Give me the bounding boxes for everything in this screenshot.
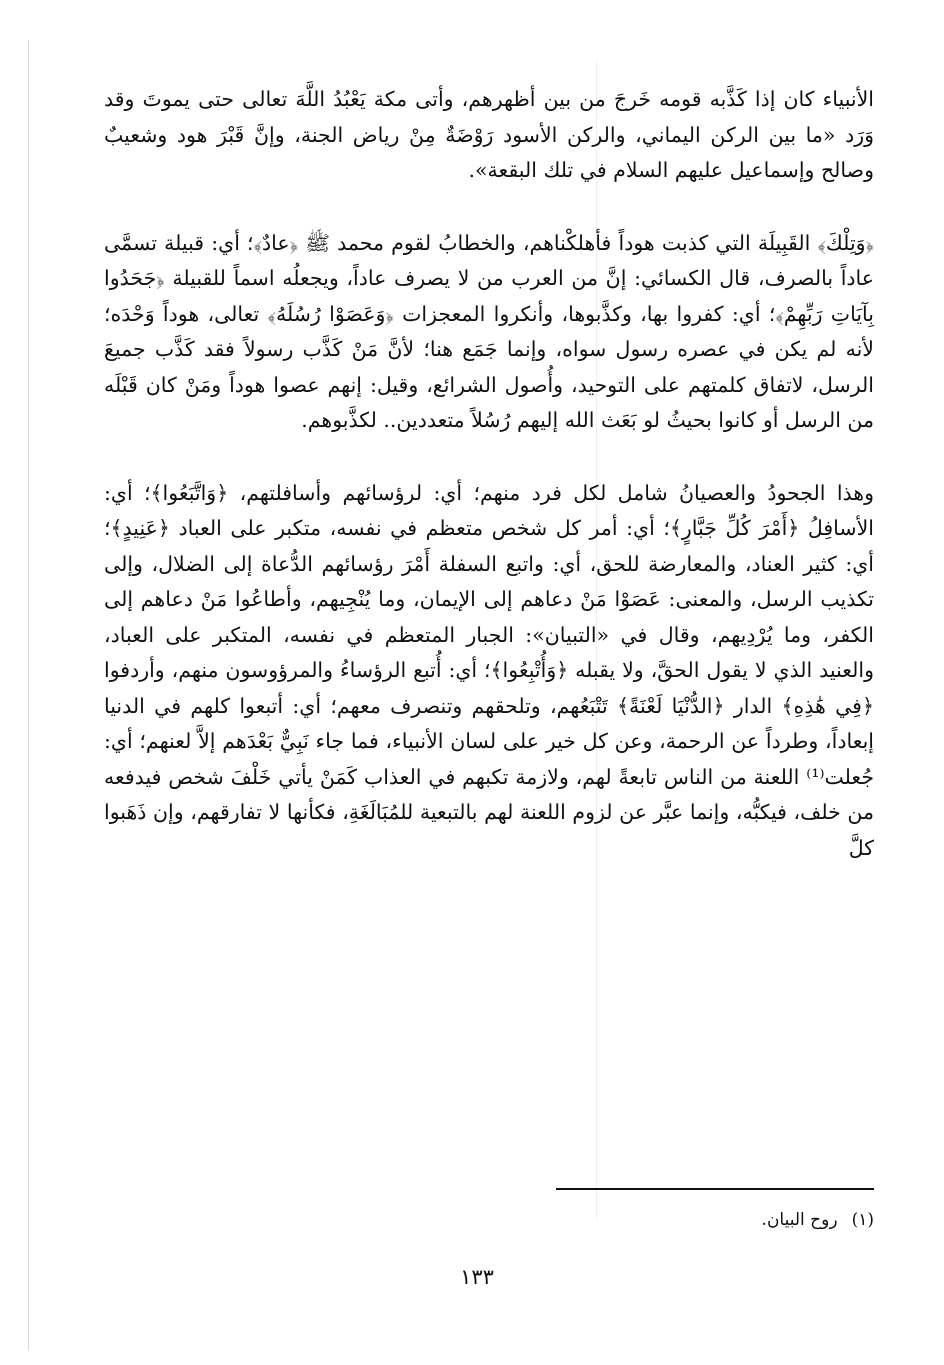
page-number: ١٣٣ — [460, 1265, 494, 1289]
footnote — [500, 1206, 874, 1234]
paragraph-2: ﴿وَتِلْكَ﴾ القَبِيلَة التي كذبت هوداً فأهلكْناهم، والخطابُ لقوم محمد ﷺ ﴿عادٌ﴾؛ أي: قبيلة تسمَّى عاداً بالصرف، قال الكسائي: إنَّ من العرب من لا يصرف عاداً، ويجعلُه اسماً للقبيلة ﴿جَحَدُوا بِآيَاتِ رَبِّهِمْ﴾؛ أي: كفروا بها، وكذَّبوها، وأنكروا المعجزات ﴿وَعَصَوْا رُسُلَهُ﴾ تعالى، هوداً وَحْدَه؛ لأنه لم يكن في عصره رسول سواه، وإنما جَمَع هنا؛ لأنَّ مَنْ كَذَّب رسولاً فقد كَذَّب جميعَ الرسل، لاتفاق كلمتهم على التوحيد، وأُصول الشرائع، وقيل: إنهم عصوا هوداً ومَنْ كان قَبْلَه من الرسل أو كانوا بحيثُ لو بَعَث الله إليهم رُسُلاً متعددين.. لكذَّبوهم. — [104, 230, 874, 432]
footnote-separator — [556, 1188, 874, 1190]
paragraph-3: وهذا الجحودُ والعصيانُ شامل لكل فرد منهم؛ أي: لرؤسائهم وأسافلتهم، ﴿وَاتَّبَعُوا﴾؛ أي: الأسافِلُ ﴿أَمْرَ كُلِّ جَبَّارٍ﴾؛ أي: أمر كل شخص متعظم في نفسه، متكبر على العباد ﴿عَنِيدٍ﴾؛ أي: كثير العناد، والمعارضة للحق، أي: واتبع السفلة أَمْرَ رؤسائهم الدُّعاة إلى الضلال، وإلى تكذيب الرسل، والمعنى: عَصَوْا مَنْ دعاهم إلى الإيمان، وما يُنْجِيهم، وأطاعُوا مَنْ دعاهم إلى الكفر، وما يُرْدِيهم، وقال في «التبيان»: الجبار المتعظم في نفسه، المتكبر على العباد، والعنيد الذي لا يقول الحقَّ، ولا يقبله ﴿وَأُتْبِعُوا﴾؛ أي: أُتبع الرؤساءُ والمرؤوسون منهم، وأردفوا ﴿فِي هَٰذِهِ﴾ الدار ﴿الدُّنْيَا لَعْنَةً﴾ تَتْبَعُهم، وتلحقهم وتنصرف معهم؛ أي: أتبعوا كلهم في الدنيا إبعاداً، وطرداً عن الرحمة، وعن كل خير على لسان الأنبياء، فما جاء نَبِيٌّ بَعْدَهم إلاَّ لعنهم؛ أي: جُعلت⁽¹⁾ اللعنة من الناس تابعةً لهم، ولازمة تكبهم في العذاب كَمَنْ يأتي خَلْفَ شخص فيدفعه من خلف، فيكبُّه، وإنما عبَّر عن لزوم اللعنة لهم بالتبعية للمُبَالَغَةِ، فكأنها لا تفارقهم، وإن ذَهَبوا كلَّ — [104, 480, 874, 860]
main-text — [104, 82, 874, 866]
paragraph-1: الأنبياء كان إذا كَذَّبه قومه خَرجَ من بين أظهرهم، وأتى مكة يَعْبُدُ اللَّهَ تعالى حتى يموتَ وقد وَرَد «ما بين الركن اليماني، والركن الأسود رَوْضَةٌ مِنْ رياض الجنة، وإنَّ قَبْرَ هود وشعيبٌ وصالح وإسماعيل عليهم السلام في تلك البقعة». — [104, 87, 874, 182]
page-edge-line — [28, 40, 29, 1350]
footnote-text: روح البيان. — [761, 1210, 838, 1230]
footnote-marker: (١) — [851, 1210, 874, 1230]
